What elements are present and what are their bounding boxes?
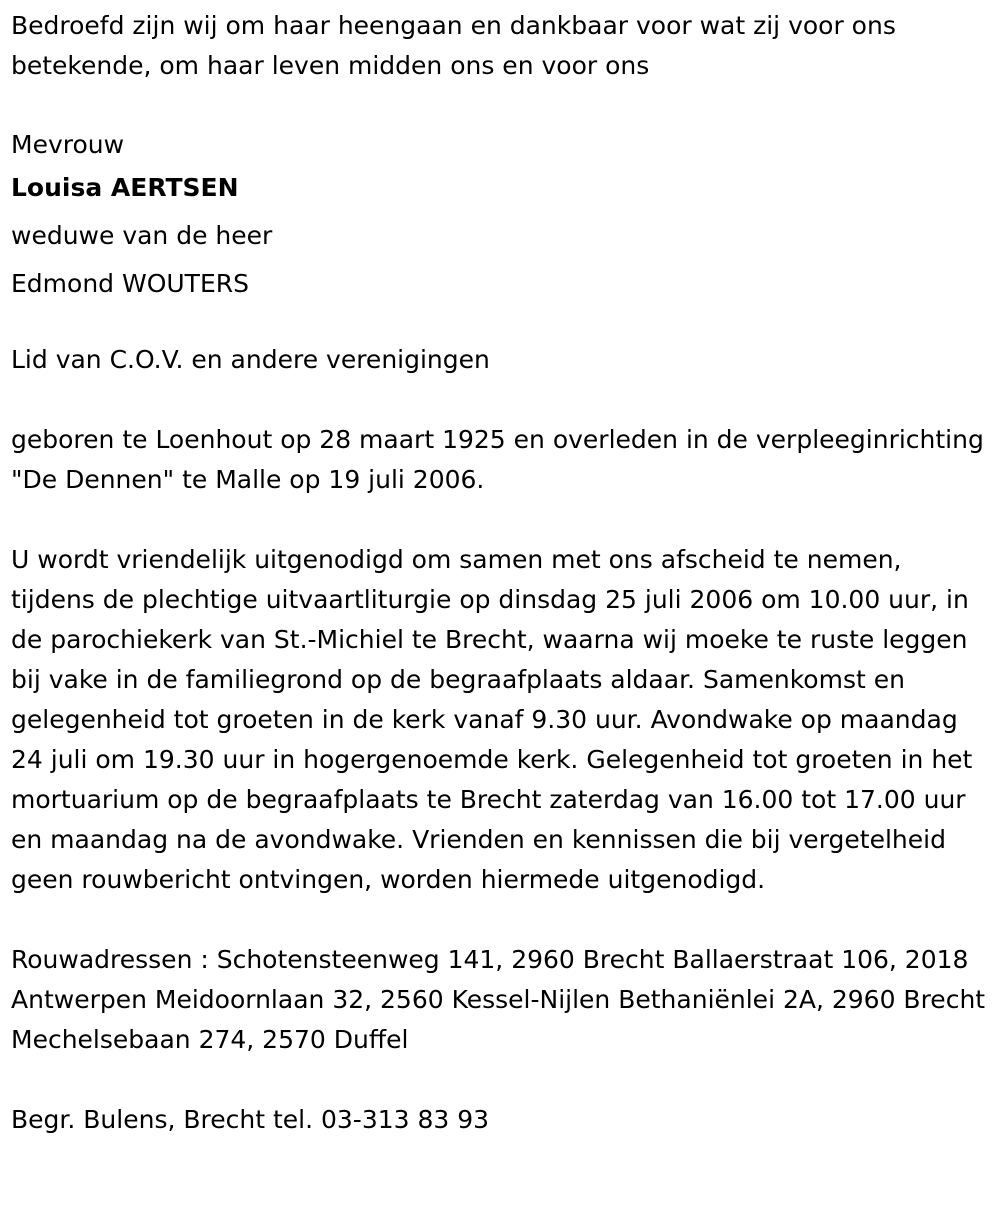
funeral-home-text: Begr. Bulens, Brecht tel. 03-313 83 93 <box>11 1105 490 1134</box>
addresses-text: Rouwadressen : Schotensteenweg 141, 2960 Brecht Ballaerstraat 106, 2018 Antwerpen Meidoornlaan 32, 2560 Kessel-Nijlen Bethaniënlei 2A, 2960 Brecht Mechelsebaan 274, 2570 Duffel <box>11 945 986 1054</box>
deceased-name: Louisa AERTSEN <box>11 173 239 202</box>
membership-text: Lid van C.O.V. en andere verenigingen <box>11 345 490 374</box>
spacer <box>11 900 986 940</box>
spouse-name: Edmond WOUTERS <box>11 269 249 298</box>
relation-text: weduwe van de heer <box>11 221 273 250</box>
title-prefix: Mevrouw <box>11 130 125 159</box>
obituary-document <box>11 6 986 1140</box>
spacer <box>11 500 986 540</box>
intro-text: Bedroefd zijn wij om haar heengaan en dankbaar voor wat zij voor ons betekende, om haar leven midden ons en voor ons <box>11 11 896 80</box>
birth-death-text: geboren te Loenhout op 28 maart 1925 en overleden in de verpleeginrichting "De Dennen" te Malle op 19 juli 2006. <box>11 425 984 494</box>
spacer <box>11 308 986 340</box>
spacer <box>11 86 986 126</box>
spacer <box>11 1060 986 1100</box>
spacer <box>11 380 986 420</box>
invitation-text: U wordt vriendelijk uitgenodigd om samen met ons afscheid te nemen, tijdens de plechtige uitvaartliturgie op dinsdag 25 juli 2006 om 10.00 uur, in de parochiekerk van St.-Michiel te Brecht, waarna wij moeke te ruste leggen bij vake in de familiegrond op de begraafplaats aldaar. Samenkomst en gelegenheid tot groeten in de kerk vanaf 9.30 uur. Avondwake op maandag 24 juli om 19.30 uur in hogergenoemde kerk. Gelegenheid tot groeten in het mortuarium op de begraafplaats te Brecht zaterdag van 16.00 tot 17.00 uur en maandag na de avondwake. Vrienden en kennissen die bij vergetelheid geen rouwbericht ontvingen, worden hiermede uitgenodigd. <box>11 545 973 894</box>
